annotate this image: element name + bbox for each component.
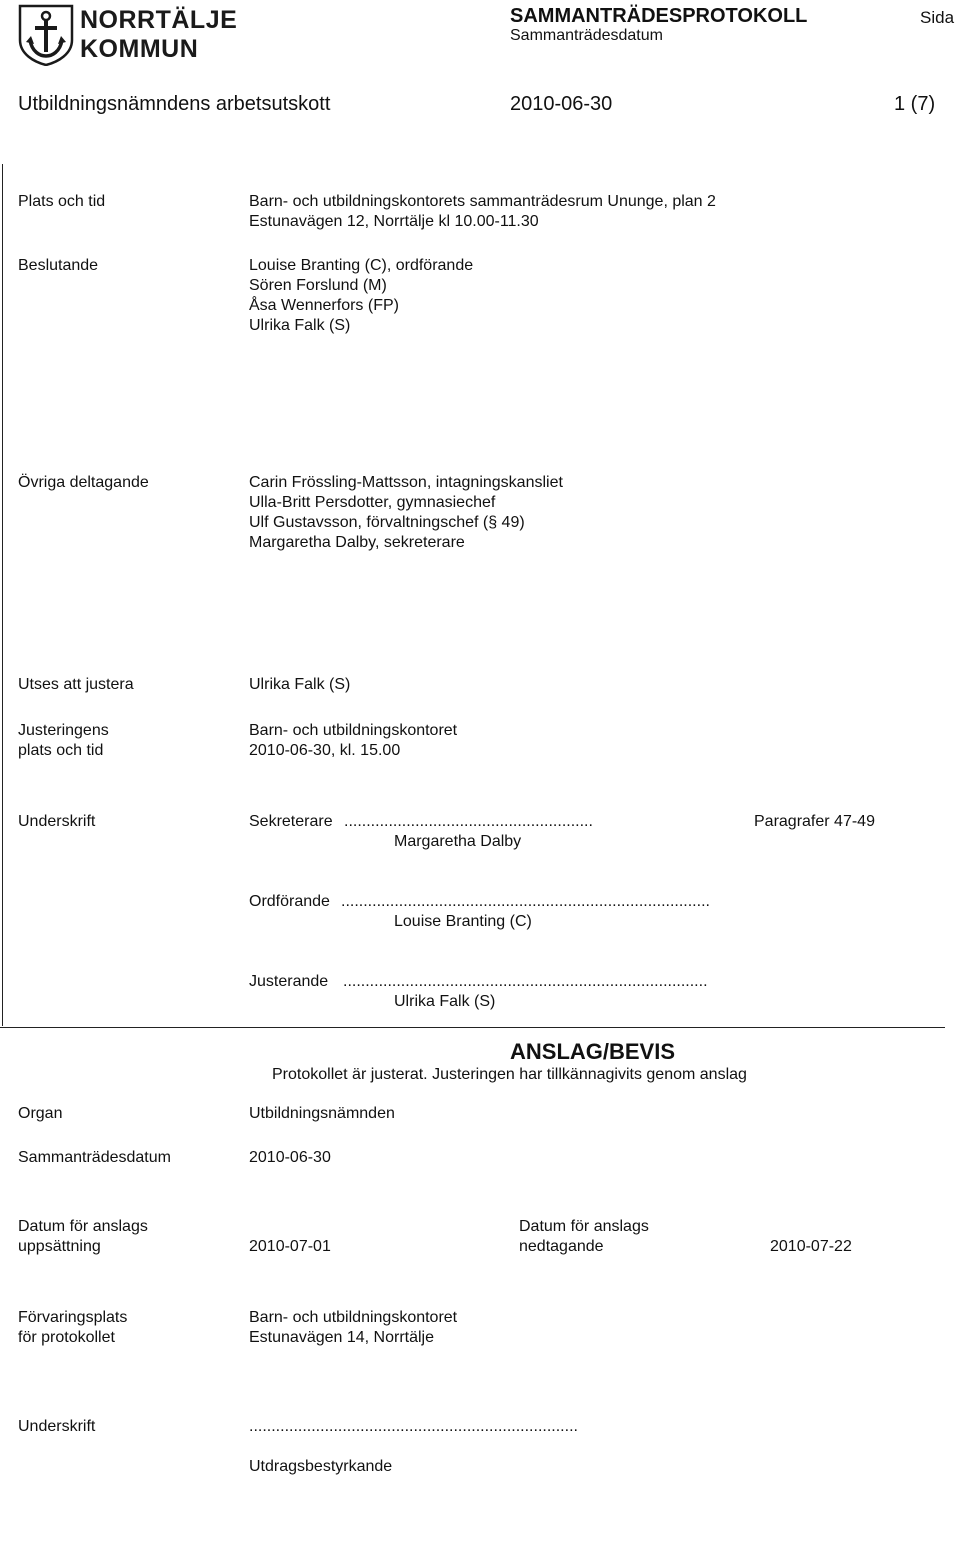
deciding-member-2: Sören Forslund (M) <box>249 277 387 294</box>
committee-name: Utbildningsnämndens arbetsutskott <box>18 93 331 115</box>
notice-title: ANSLAG/BEVIS <box>510 1039 676 1064</box>
signature-label: Underskrift <box>18 813 96 830</box>
posted-label-1: Datum för anslags <box>18 1218 148 1235</box>
adjuster-signature-line: .................................................................................. <box>343 973 708 990</box>
logo-line-2: KOMMUN <box>80 35 199 63</box>
adjuster-name: Ulrika Falk (S) <box>249 676 351 693</box>
secretary-name: Margaretha Dalby <box>394 833 522 850</box>
paragraphs: Paragrafer 47-49 <box>754 813 875 830</box>
document-subtitle: Sammanträdesdatum <box>510 27 663 44</box>
storage-line-2: Estunavägen 14, Norrtälje <box>249 1329 434 1346</box>
notice-statement: Protokollet är justerat. Justeringen har tillkännagivits genom anslag <box>272 1066 747 1083</box>
adjust-time: 2010-06-30, kl. 15.00 <box>249 742 401 759</box>
secretary-role: Sekreterare <box>249 813 333 830</box>
removed-date: 2010-07-22 <box>770 1238 852 1255</box>
page-label: Sida <box>920 8 955 27</box>
other-participant-1: Carin Frössling-Mattsson, intagningskansliet <box>249 474 563 491</box>
removed-label-1: Datum för anslags <box>519 1218 649 1235</box>
other-participant-2: Ulla-Britt Persdotter, gymnasiechef <box>249 494 496 511</box>
adjuster-signature-name: Ulrika Falk (S) <box>394 993 496 1010</box>
adjust-place: Barn- och utbildningskontoret <box>249 722 458 739</box>
left-border <box>2 164 3 1026</box>
deciding-member-3: Åsa Wennerfors (FP) <box>249 297 399 314</box>
page-number: 1 (7) <box>894 93 936 115</box>
notice-signature-line: .......................................................................... <box>249 1418 578 1435</box>
adjust-place-label-1: Justeringens <box>18 722 109 739</box>
logo-line-1: NORRTÄLJE <box>80 6 238 34</box>
meeting-date-value: 2010-06-30 <box>249 1149 331 1166</box>
storage-label-2: för protokollet <box>18 1329 115 1346</box>
chair-role: Ordförande <box>249 893 330 910</box>
deciding-member-1: Louise Branting (C), ordförande <box>249 257 474 274</box>
secretary-signature-line: ........................................................ <box>344 813 593 830</box>
document-title: SAMMANTRÄDESPROTOKOLL <box>510 5 808 27</box>
deciding-member-4: Ulrika Falk (S) <box>249 317 351 334</box>
place-line-2: Estunavägen 12, Norrtälje kl 10.00-11.30 <box>249 213 539 230</box>
posted-label-2: uppsättning <box>18 1238 101 1255</box>
others-label: Övriga deltagande <box>18 474 149 491</box>
organ-label: Organ <box>18 1105 63 1122</box>
other-participant-3: Ulf Gustavsson, förvaltningschef (§ 49) <box>249 514 525 531</box>
chair-signature-line: ................................................................................... <box>341 893 710 910</box>
deciding-label: Beslutande <box>18 257 99 274</box>
place-line-1: Barn- och utbildningskontorets sammanträdesrum Ununge, plan 2 <box>249 193 716 210</box>
organ-value: Utbildningsnämnden <box>249 1105 395 1122</box>
adjust-place-label-2: plats och tid <box>18 742 104 759</box>
adjuster-role: Justerande <box>249 973 329 990</box>
place-label: Plats och tid <box>18 193 106 210</box>
anchor-crest-icon <box>18 4 74 66</box>
meeting-date: 2010-06-30 <box>510 93 613 115</box>
notice-signature-label: Underskrift <box>18 1418 96 1435</box>
meeting-date-label: Sammanträdesdatum <box>18 1149 171 1166</box>
posted-date: 2010-07-01 <box>249 1238 331 1255</box>
kommun-logo <box>18 4 238 66</box>
certifier-label: Utdragsbestyrkande <box>249 1458 393 1475</box>
chair-name: Louise Branting (C) <box>394 913 532 930</box>
storage-line-1: Barn- och utbildningskontoret <box>249 1309 458 1326</box>
storage-label-1: Förvaringsplats <box>18 1309 128 1326</box>
adjuster-label: Utses att justera <box>18 676 134 693</box>
section-divider <box>0 1027 945 1028</box>
other-participant-4: Margaretha Dalby, sekreterare <box>249 534 465 551</box>
removed-label-2: nedtagande <box>519 1238 604 1255</box>
